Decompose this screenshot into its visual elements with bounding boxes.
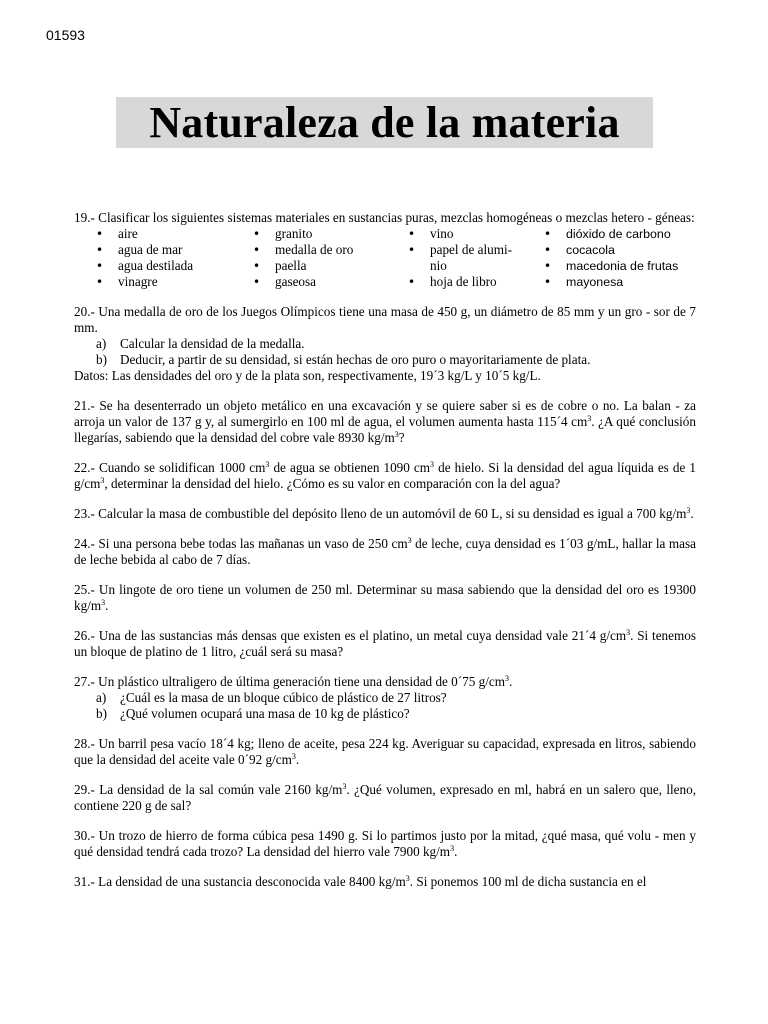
list-item: • dióxido de carbono <box>544 226 694 242</box>
list-item: • vino <box>408 226 544 242</box>
exercise-list <box>74 210 696 904</box>
exercise-text: 30.- Un trozo de hierro de forma cúbica pesa 1490 g. Si lo partimos justo por la mitad, ¿qué masa, qué volu - men y qué densidad tendrá cada trozo? La densidad del hierro vale 7900 $kg/m^3$. <box>74 828 696 859</box>
exercise-text: 25.- Un lingote de oro tiene un volumen de 250 ml. Determinar su masa sabiendo que la densidad del oro es 19300 $kg/m^3$. <box>74 582 696 613</box>
exercise-text: 23.- Calcular la masa de combustible del depósito lleno de un automóvil de 60 L, si su densidad es igual a 700 $kg/m^3$. <box>74 506 694 521</box>
subitem-text: ¿Qué volumen ocupará una masa de 10 kg de plástico? <box>120 706 410 721</box>
subitem-text: Deducir, a partir de su densidad, si están hechas de oro puro o mayoritariamente de plata. <box>120 352 591 367</box>
title-banner <box>116 97 653 148</box>
subitem-text: Calcular la densidad de la medalla. <box>120 336 305 351</box>
exercise-text: 26.- Una de las sustancias más densas que existen es el platino, un metal cuya densidad vale 21´4 $g/cm^3$. Si tenemos un bloque de platino de 1 litro, ¿cuál será su masa? <box>74 628 696 659</box>
subitem <box>96 706 696 722</box>
list-item: • agua de mar <box>96 242 253 258</box>
subitem-label: a) <box>96 690 107 705</box>
list-item-label: papel de alumi-nio <box>430 242 513 273</box>
exercise-text: 28.- Un barril pesa vacío 18´4 kg; lleno de aceite, pesa 224 kg. Averiguar su capacidad, expresada en litros, sabiendo que la densidad del aceite vale 0´92 $g/cm^3$. <box>74 736 696 767</box>
subitem <box>96 690 696 706</box>
item-column-2 <box>253 226 408 290</box>
exercise-24 <box>74 536 696 568</box>
list-item <box>408 242 544 274</box>
item-column-4 <box>544 226 694 290</box>
exercise-20 <box>74 304 696 384</box>
subitem-label: a) <box>96 336 107 351</box>
exercise-text: 31.- La densidad de una sustancia desconocida vale 8400 $kg/m^3$. Si ponemos 100 ml de dicha sustancia en el <box>74 874 647 889</box>
list-item: • hoja de libro <box>408 274 544 290</box>
exercise-text: 21.- Se ha desenterrado un objeto metálico en una excavación y se quiere saber si es de cobre o no. La balan - za arroja un valor de 137 g y, al sumergirlo en 100 ml de agua, el volumen aumenta hasta 115´4 $cm^3$. ¿A qué conclusión llegarías, sabiendo que la densidad del cobre vale 8930 $kg/m^3$? <box>74 398 696 445</box>
subitem <box>96 352 696 368</box>
list-item: • granito <box>253 226 408 242</box>
list-item: • vinagre <box>96 274 253 290</box>
list-item: • mayonesa <box>544 274 694 290</box>
data-note: Datos: Las densidades del oro y de la plata son, respectivamente, 19´3 kg/L y 10´5 kg/L. <box>74 368 541 383</box>
list-item: • agua destilada <box>96 258 253 274</box>
exercise-25 <box>74 582 696 614</box>
list-item: • macedonia de frutas <box>544 258 694 274</box>
exercise-28 <box>74 736 696 768</box>
list-item: • aire <box>96 226 253 242</box>
list-item: • gaseosa <box>253 274 408 290</box>
exercise-23 <box>74 506 696 522</box>
exercise-text: 22.- Cuando se solidifican 1000 $cm^3$ de agua se obtienen 1090 $cm^3$ de hielo. Si la densidad del agua líquida es de 1 $g/cm^3$, determinar la densidad del hielo. ¿Cómo es su valor en comparación con la del agua? <box>74 460 696 491</box>
exercise-text: 20.- Una medalla de oro de los Juegos Olímpicos tiene una masa de 450 g, un diámetro de 85 mm y un gro - sor de 7 mm. <box>74 304 696 335</box>
exercise-text: 24.- Si una persona bebe todas las mañanas un vaso de 250 $cm^3$ de leche, cuya densidad es 1´03 g/mL, hallar la masa de leche bebida al cabo de 7 días. <box>74 536 696 567</box>
item-column-1 <box>96 226 253 290</box>
exercise-19 <box>74 210 696 290</box>
list-item: • paella <box>253 258 408 274</box>
exercise-29 <box>74 782 696 814</box>
exercise-26 <box>74 628 696 660</box>
list-item: • cocacola <box>544 242 694 258</box>
exercise-text: 19.- Clasificar los siguientes sistemas materiales en sustancias puras, mezclas homogéneas o mezclas hetero - géneas: <box>74 210 695 225</box>
subitem-text: ¿Cuál es la masa de un bloque cúbico de plástico de 27 litros? <box>120 690 447 705</box>
exercise-31 <box>74 874 696 890</box>
exercise-30 <box>74 828 696 860</box>
exercise-text: 29.- La densidad de la sal común vale 2160 $kg/m^3$. ¿Qué volumen, expresado en ml, habrá en un salero que, lleno, contiene 220 g de sal? <box>74 782 696 813</box>
list-item: • medalla de oro <box>253 242 408 258</box>
page-title: Naturaleza de la materia <box>149 98 620 147</box>
exercise-21 <box>74 398 696 446</box>
subitem-label: b) <box>96 706 107 721</box>
page-code: 01593 <box>46 27 85 43</box>
exercise-27 <box>74 674 696 722</box>
exercise-text: 27.- Un plástico ultraligero de última generación tiene una densidad de 0´75 $g/cm^3$. <box>74 674 513 689</box>
exercise-22 <box>74 460 696 492</box>
item-column-3 <box>408 226 544 290</box>
classification-items <box>96 226 696 290</box>
subitem-label: b) <box>96 352 107 367</box>
subitem <box>96 336 696 352</box>
